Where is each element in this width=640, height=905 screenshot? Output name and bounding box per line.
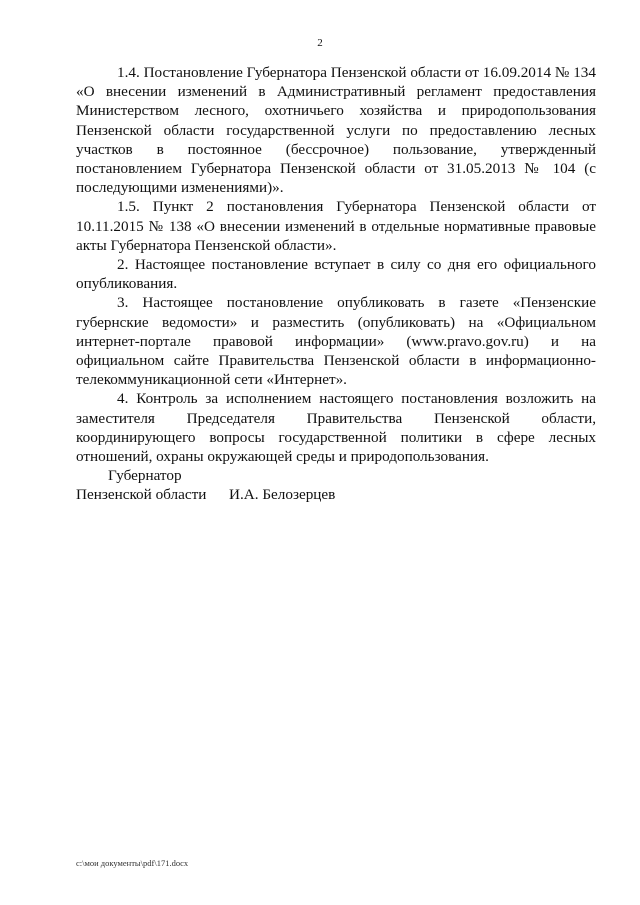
signature-row	[76, 485, 496, 504]
signatory-title: Губернатор	[108, 467, 182, 484]
signatory-region: Пензенской области	[76, 486, 207, 504]
paragraph-1-5: 1.5. Пункт 2 постановления Губернатора Пензенской области от 10.11.2015 № 138 «О внесении изменений в отдельные нормативные правовые акты Губернатора Пензенской области».	[76, 198, 596, 254]
paragraph-2: 2. Настоящее постановление вступает в силу со дня его официального опубликования.	[76, 256, 596, 293]
document-body	[76, 63, 596, 466]
paragraph-3: 3. Настоящее постановление опубликовать в газете «Пензенские губернские ведомости» и разместить (опубликовать) на «Официальном интернет-портале правовой информации» (www.pravo.gov.ru) и на официальном сайте Правительства Пензенской области в информационно-телекоммуникационной сети «Интернет».	[76, 294, 596, 389]
footer-file-path: c:\мои документы\pdf\171.docx	[76, 858, 189, 868]
paragraph-1-4: 1.4. Постановление Губернатора Пензенской области от 16.09.2014 № 134 «О внесении изменений в Административный регламент предоставления Министерством лесного, охотничьего хозяйства и природопользования Пензенской области государственной услуги по предоставлению лесных участков в постоянное (бессрочное) пользование, утвержденный постановлением Губернатора Пензенской области от 31.05.2013 № 104 (с последующими изменениями)».	[76, 64, 596, 197]
paragraph-4: 4. Контроль за исполнением настоящего постановления возложить на заместителя Председателя Правительства Пензенской области, координирующего вопросы государственной политики в сфере лесных отношений, охраны окружающей среды и природопользования.	[76, 390, 596, 466]
signature-block	[76, 466, 496, 504]
signatory-name: И.А. Белозерцев	[229, 486, 336, 504]
page-number: 2	[317, 37, 323, 49]
